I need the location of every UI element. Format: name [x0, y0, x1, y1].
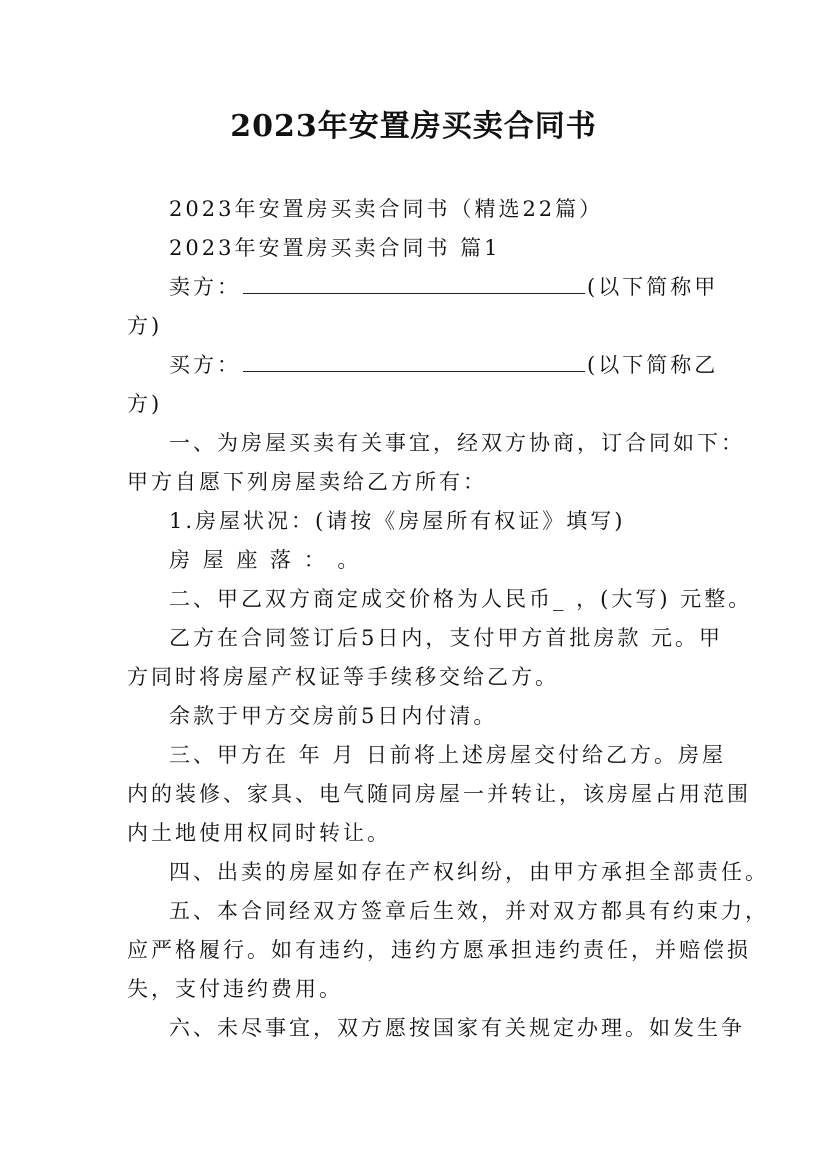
- paragraph-line: 房 屋 座 落 ： 。: [169, 548, 362, 572]
- seller-line: [127, 268, 717, 307]
- seller-label: 卖方：: [169, 275, 241, 299]
- paragraph-line: 一、为房屋买卖有关事宜，经双方协商，订合同如下：: [169, 431, 745, 455]
- seller-blank: [243, 270, 585, 294]
- seller-suffix: (以下简称甲: [587, 275, 719, 299]
- paragraph-line: 甲方自愿下列房屋卖给乙方所有：: [127, 470, 487, 494]
- buyer-line: [127, 346, 717, 385]
- section-heading: 2023年安置房买卖合同书 篇1: [169, 236, 501, 260]
- seller-line-cont: 方): [127, 314, 163, 338]
- paragraph-line: 1.房屋状况：(请按《房屋所有权证》填写): [169, 509, 626, 533]
- document-title: 2023年安置房买卖合同书: [230, 109, 597, 144]
- paragraph-line: 内的装修、家具、电气随同房屋一并转让，该房屋占用范围: [127, 782, 751, 806]
- paragraph-line: 方同时将房屋产权证等手续移交给乙方。: [127, 665, 559, 689]
- buyer-line-cont: 方): [127, 392, 163, 416]
- paragraph-line: 五、本合同经双方签章后生效，并对双方都具有约束力，: [169, 899, 769, 923]
- buyer-blank: [243, 348, 585, 372]
- paragraph-line: 二、甲乙双方商定成交价格为人民币_ ，(大写) 元整。: [169, 587, 753, 611]
- paragraph-line: 四、出卖的房屋如存在产权纠纷，由甲方承担全部责任。: [169, 860, 769, 884]
- paragraph-line: 失，支付违约费用。: [127, 977, 343, 1001]
- paragraph-line: 余款于甲方交房前5日内付清。: [169, 704, 498, 728]
- paragraph-line: 乙方在合同签订后5日内，支付甲方首批房款 元。甲: [169, 626, 724, 650]
- document-body: [127, 190, 769, 1048]
- paragraph-line: 六、未尽事宜，双方愿按国家有关规定办理。如发生争: [169, 1016, 745, 1040]
- paragraph-line: 三、甲方在 年 月 日前将上述房屋交付给乙方。房屋: [169, 743, 727, 767]
- buyer-suffix: (以下简称乙: [587, 353, 719, 377]
- subtitle-line: 2023年安置房买卖合同书（精选22篇）: [169, 197, 604, 221]
- paragraph-line: 应严格履行。如有违约，违约方愿承担违约责任，并赔偿损: [127, 938, 751, 962]
- buyer-label: 买方：: [169, 353, 241, 377]
- paragraph-line: 内土地使用权同时转让。: [127, 821, 391, 845]
